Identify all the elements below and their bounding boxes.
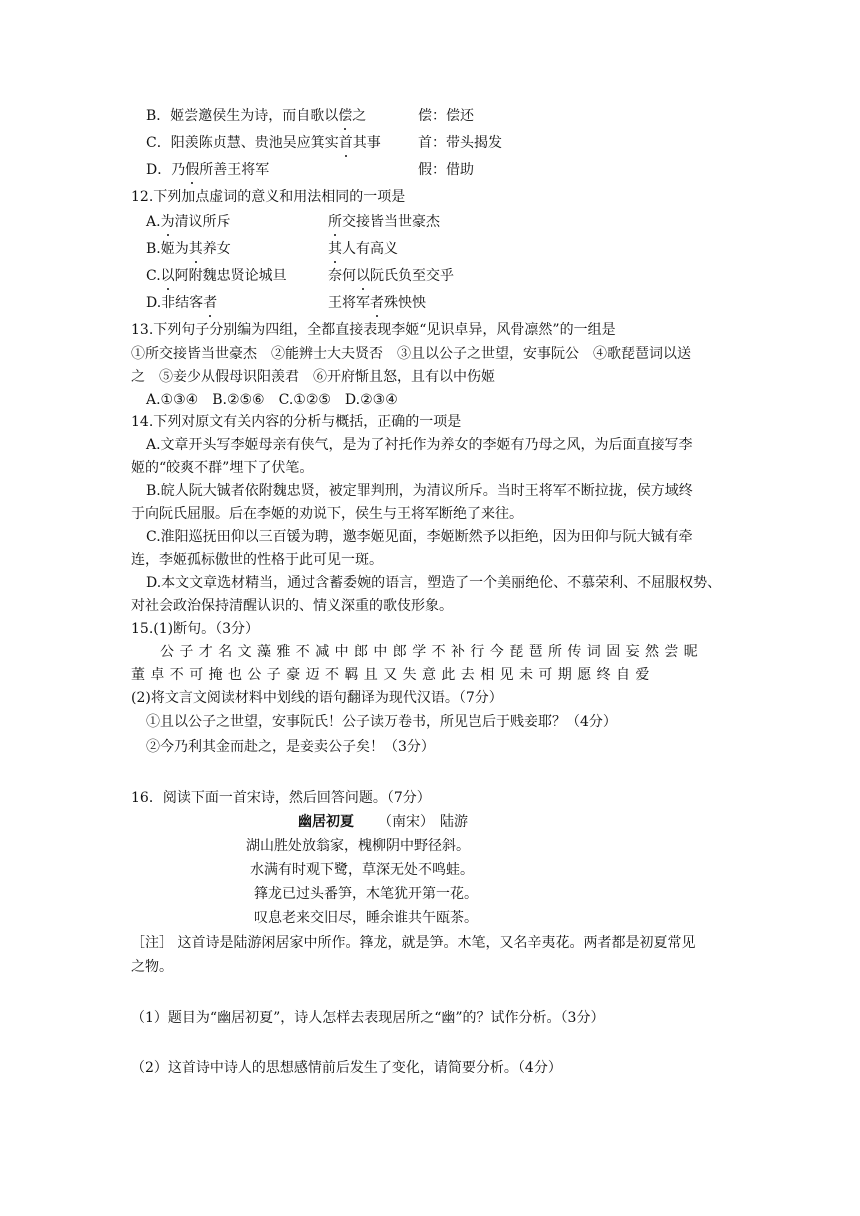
- q12-option-a-right: 所交接皆当世豪杰: [328, 214, 440, 230]
- q14-option-a-line1: A.文章开头写李姬母亲有侠气，是为了衬托作为养女的李姬有乃母之风，为后面直接写李: [146, 437, 693, 453]
- q14-option-d-line2: 对社会政治保持清醒认识的、情义深重的歌伎形象。: [131, 598, 453, 614]
- emphasis-dot-char: 偿: [338, 108, 353, 124]
- q15-punctuation-line-2: 董卓不可掩也公子豪迈不羁且又失意此去相见未可期愿终自爱: [131, 667, 655, 683]
- q16-stem: 16．阅读下面一首宋诗，然后回答问题。（7分）: [131, 790, 431, 806]
- q12-option-a-left: A.为清议所斥: [146, 214, 231, 230]
- emphasis-dot-char: 其: [188, 241, 203, 257]
- emphasis-dot-char: 其: [328, 241, 342, 257]
- q15-translate-1: ①且以公子之世望，安事阮氏！公子读万卷书，所见岂后于贱妾耶？（4分）: [146, 714, 617, 730]
- q14-option-a-line2: 姬的“皎爽不群”埋下了伏笔。: [131, 460, 314, 476]
- q16-subquestion-1: （1）题目为“幽居初夏”，诗人怎样去表现居所之“幽”的？试作分析。（3分）: [131, 1010, 605, 1026]
- q16-subquestion-2: （2）这首诗中诗人的思想感情前后发生了变化，请简要分析。（4分）: [131, 1060, 562, 1076]
- emphasis-dot-char: 首: [338, 135, 353, 151]
- q12-option-c-left: C.以阿附魏忠贤论城旦: [146, 268, 287, 284]
- poem-line: 箨龙已过头番笋，木笔犹开第一花。: [254, 886, 478, 902]
- poem-header: [298, 812, 468, 832]
- q11-option-c: C．阳羡陈贞慧、贵池吴应箕实首其事: [146, 135, 381, 151]
- q11-option-b: B．姬尝邀侯生为诗，而自歌以偿之: [146, 108, 367, 124]
- poem-author: 陆游: [440, 814, 468, 830]
- q11-gloss-d: 假：借助: [418, 162, 474, 178]
- poem-line: 湖山胜处放翁家，槐柳阴中野径斜。: [246, 838, 470, 854]
- q12-option-b-left: B.姬为其养女: [146, 241, 231, 257]
- q13-stem: 13.下列句子分别编为四组，全都直接表现李姬“见识卓异，风骨凛然”的一组是: [131, 322, 616, 338]
- q15-translate-2: ②今乃利其金而赴之，是妾卖公子矣！（3分）: [146, 739, 435, 755]
- emphasis-dot-char: 所: [328, 214, 342, 230]
- q11-gloss-c: 首：带头揭发: [418, 135, 502, 151]
- q11-gloss-b: 偿：偿还: [418, 108, 474, 124]
- q15-part2-heading: (2)将文言文阅读材料中划线的语句翻译为现代汉语。（7分）: [131, 690, 503, 706]
- q12-option-d-right: 王将军者殊怏怏: [328, 295, 426, 311]
- q14-option-c-line1: C.淮阳巡抚田仰以三百锾为聘，邀李姬见面，李姬断然予以拒绝，因为田仰与阮大铖有牵: [146, 529, 693, 545]
- poem-dynasty: （南宋）: [378, 814, 434, 830]
- poem-line: 叹息老来交旧尽，睡余谁共午瓯茶。: [254, 910, 478, 926]
- q14-option-c-line2: 连，李姬孤标傲世的性格于此可见一斑。: [131, 552, 383, 568]
- q13-line-1: ①所交接皆当世豪杰 ②能辨士大夫贤否 ③且以公子之世望，安事阮公 ④歌琵琶词以送: [131, 346, 691, 362]
- emphasis-dot-char: 假: [185, 162, 200, 178]
- emphasis-dot-char: 为: [160, 214, 175, 230]
- emphasis-dot-char: 者: [203, 295, 218, 311]
- q14-stem: 14.下列对原文有关内容的分析与概括，正确的一项是: [131, 414, 462, 430]
- q15-punctuation-line-1: 公子才名文藻雅不减中郎中郎学不补行今琵琶所传词固妄然尝昵: [160, 644, 704, 660]
- poem-note-line-1: ［注］ 这首诗是陆游闲居家中所作。箨龙，就是笋。木笔，又名辛夷花。两者都是初夏常见: [131, 935, 696, 951]
- q15-part1-heading: 15.(1)断句。（3分）: [131, 621, 260, 637]
- q14-option-b-line2: 于向阮氏屈服。后在李姬的劝说下，侯生与王将军断绝了来往。: [131, 506, 523, 522]
- q12-option-d-left: D.非结客者: [146, 295, 218, 311]
- q12-option-c-right: 奈何以阮氏负至交乎: [328, 268, 454, 284]
- q12-option-b-right: 其人有高义: [328, 241, 398, 257]
- poem-note-line-2: 之物。: [131, 959, 173, 975]
- emphasis-dot-char: 以: [356, 268, 370, 284]
- emphasis-dot-char: 以: [160, 268, 175, 284]
- q11-option-d: D．乃假所善王将军: [146, 162, 270, 178]
- q13-choices: A.①③④ B.②⑤⑥ C.①②⑤ D.②③④: [146, 392, 398, 408]
- q13-line-2: 之 ⑤妾少从假母识阳羡君 ⑥开府惭且怒，且有以中伤姬: [131, 369, 495, 385]
- q12-stem: 12.下列加点虚词的意义和用法相同的一项是: [131, 189, 406, 205]
- emphasis-dot-char: 者: [370, 295, 384, 311]
- q14-option-b-line1: B.皖人阮大铖者依附魏忠贤，被定罪判刑，为清议所斥。当时王将军不断拉拢，侯方域终: [146, 483, 693, 499]
- poem-line: 水满有时观下鹭，草深无处不鸣蛙。: [250, 862, 474, 878]
- q14-option-d-line1: D.本文文章选材精当，通过含蓄委婉的语言，塑造了一个美丽绝伦、不慕荣利、不屈服权势、: [146, 575, 722, 591]
- poem-title: 幽居初夏: [298, 814, 354, 830]
